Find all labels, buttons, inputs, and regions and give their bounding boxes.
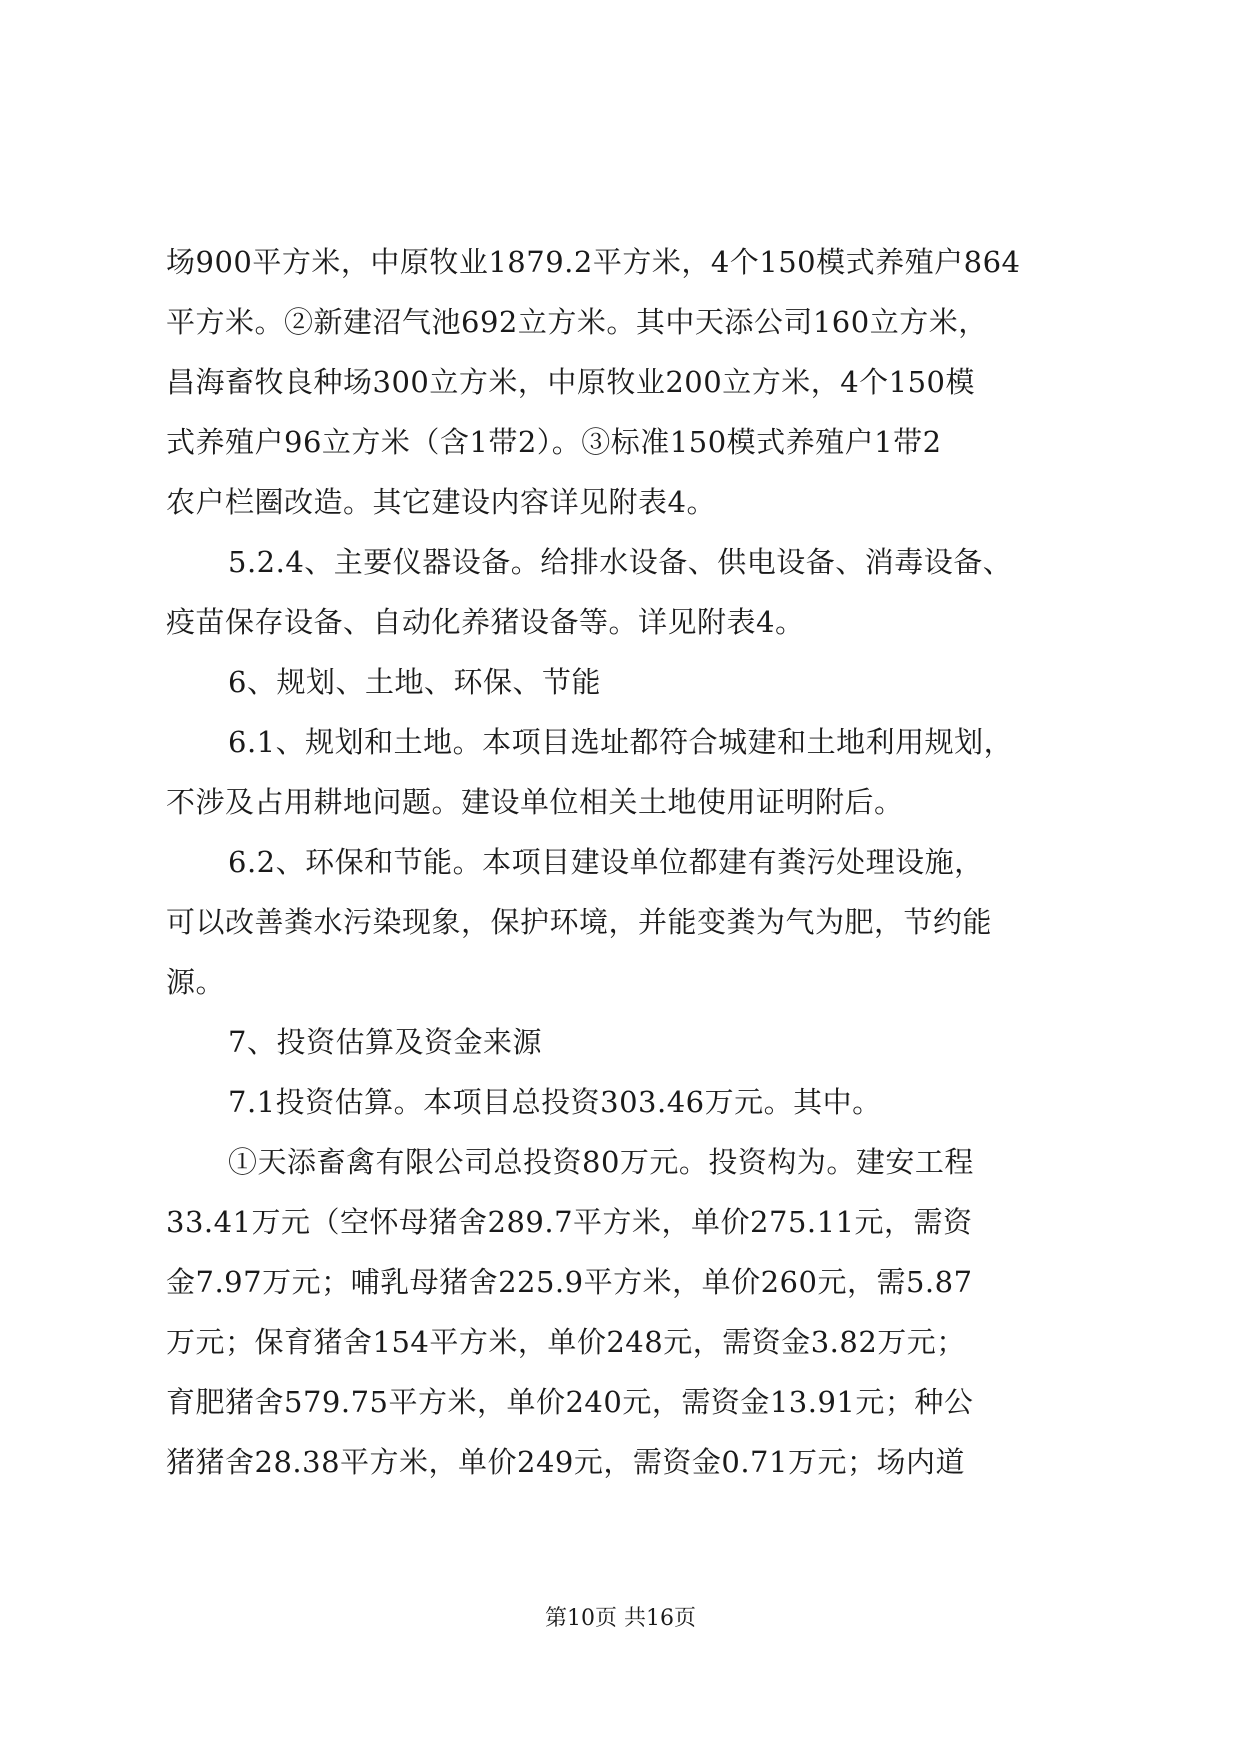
text-line: 6.1、规划和土地。本项目选址都符合城建和土地利用规划， <box>228 725 1014 759</box>
text-line: 33.41万元（空怀母猪舍289.7平方米，单价275.11元，需资 <box>166 1205 973 1239</box>
text-line: 育肥猪舍579.75平方米，单价240元，需资金13.91元；种公 <box>166 1385 974 1419</box>
text-line: 可以改善粪水污染现象，保护环境，并能变粪为气为肥，节约能 <box>166 905 993 939</box>
text-line: 6.2、环保和节能。本项目建设单位都建有粪污处理设施， <box>228 845 984 879</box>
text-line: 式养殖户96立方米（含1带2）。③标准150模式养殖户1带2 <box>166 425 942 459</box>
page-footer: 第10页 共16页 <box>545 1606 696 1631</box>
text-line: 不涉及占用耕地问题。建设单位相关土地使用证明附后。 <box>166 785 904 819</box>
body-text <box>166 232 1086 1492</box>
text-line: 源。 <box>166 965 226 999</box>
text-line: 万元；保育猪舍154平方米，单价248元，需资金3.82万元； <box>166 1325 966 1359</box>
text-line: 金7.97万元；哺乳母猪舍225.9平方米，单价260元，需5.87 <box>166 1265 973 1299</box>
text-line: 农户栏圈改造。其它建设内容详见附表4。 <box>166 485 716 519</box>
text-line: 猪猪舍28.38平方米，单价249元，需资金0.71万元；场内道 <box>166 1445 965 1479</box>
text-line: 疫苗保存设备、自动化养猪设备等。详见附表4。 <box>166 605 805 639</box>
text-line: 平方米。②新建沼气池692立方米。其中天添公司160立方米， <box>166 305 988 339</box>
text-line: 7、投资估算及资金来源 <box>228 1025 542 1059</box>
text-line: 5.2.4、主要仪器设备。给排水设备、供电设备、消毒设备、 <box>228 545 1013 579</box>
text-line: 7.1投资估算。本项目总投资303.46万元。其中。 <box>228 1085 882 1119</box>
text-line: 场900平方米，中原牧业1879.2平方米，4个150模式养殖户864 <box>166 245 1021 279</box>
text-line: 昌海畜牧良种场300立方米，中原牧业200立方米，4个150模 <box>166 365 976 399</box>
text-line: 6、规划、土地、环保、节能 <box>228 665 601 699</box>
text-line: ①天添畜禽有限公司总投资80万元。投资构为。建安工程 <box>228 1145 974 1179</box>
